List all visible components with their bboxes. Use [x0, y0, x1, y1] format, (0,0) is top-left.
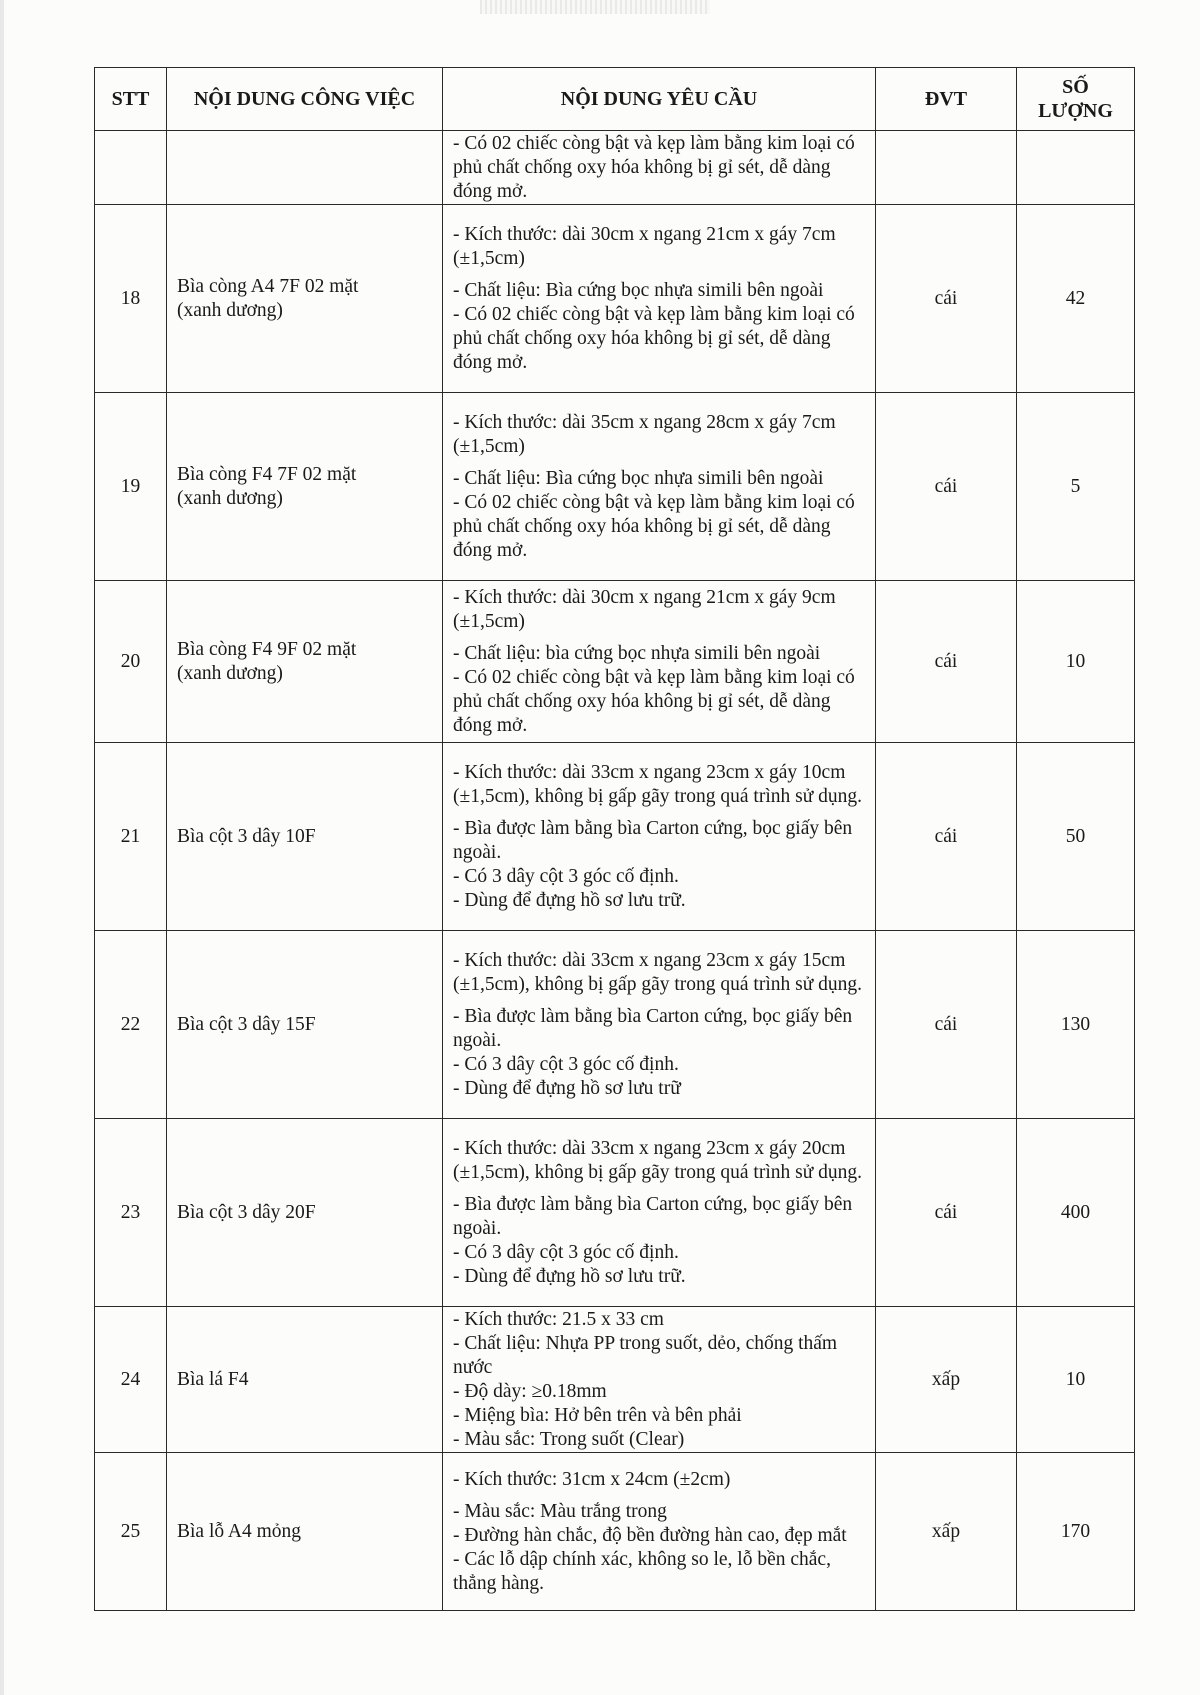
row-item-name: Bìa còng F4 9F 02 mặt (xanh dương) — [167, 581, 443, 743]
requirement-line: - Kích thước: dài 30cm x ngang 21cm x gáy 7cm (±1,5cm) — [453, 223, 836, 269]
requirement-line: - Dùng để đựng hồ sơ lưu trữ — [453, 1077, 681, 1099]
header-stt: STT — [95, 68, 167, 131]
requirement-line: - Kích thước: dài 30cm x ngang 21cm x gáy 9cm (±1,5cm) — [453, 586, 836, 632]
row-item-name: Bìa lá F4 — [167, 1307, 443, 1453]
table-row — [95, 393, 1135, 581]
requirement-line: - Có 02 chiếc còng bật và kẹp làm bằng kim loại có phủ chất chống oxy hóa không bị gỉ sét, dễ dàng đóng mở. — [453, 491, 855, 561]
requirement-line: - Dùng để đựng hồ sơ lưu trữ. — [453, 1265, 686, 1287]
requirement-line: - Màu sắc: Trong suốt (Clear) — [453, 1428, 685, 1450]
header-quantity: SỐ LƯỢNG — [1017, 68, 1135, 131]
row-stt: 24 — [95, 1307, 167, 1453]
requirement-line: - Kích thước: dài 33cm x ngang 23cm x gáy 20cm (±1,5cm), không bị gấp gãy trong quá trình sử dụng. — [453, 1137, 863, 1183]
row-unit: cái — [876, 393, 1017, 581]
row-stt: 18 — [95, 205, 167, 393]
row-quantity: 10 — [1017, 581, 1135, 743]
row-stt: 20 — [95, 581, 167, 743]
requirement-line: - Miệng bìa: Hở bên trên và bên phải — [453, 1404, 742, 1426]
requirement-line: - Chất liệu: Bìa cứng bọc nhựa simili bên ngoài — [453, 279, 824, 301]
table-row — [95, 581, 1135, 743]
requirement-line: - Bìa được làm bằng bìa Carton cứng, bọc giấy bên ngoài. — [453, 1005, 853, 1051]
requirement-line: - Dùng để đựng hồ sơ lưu trữ. — [453, 889, 686, 911]
row-unit: xấp — [876, 1453, 1017, 1611]
row-requirements — [443, 205, 876, 393]
row-unit — [876, 131, 1017, 205]
requirement-line: - Chất liệu: Nhựa PP trong suốt, dẻo, chống thấm nước — [453, 1332, 838, 1378]
table-row — [95, 1307, 1135, 1453]
row-quantity — [1017, 131, 1135, 205]
row-unit: xấp — [876, 1307, 1017, 1453]
requirement-line: - Bìa được làm bằng bìa Carton cứng, bọc giấy bên ngoài. — [453, 817, 853, 863]
header-requirements: NỘI DUNG YÊU CẦU — [443, 68, 876, 131]
table-row — [95, 743, 1135, 931]
row-requirements — [443, 131, 876, 205]
row-unit: cái — [876, 1119, 1017, 1307]
row-quantity: 400 — [1017, 1119, 1135, 1307]
row-unit: cái — [876, 205, 1017, 393]
row-requirements — [443, 393, 876, 581]
scan-edge — [0, 0, 4, 1695]
table-row — [95, 1119, 1135, 1307]
requirement-line: - Có 02 chiếc còng bật và kẹp làm bằng kim loại có phủ chất chống oxy hóa không bị gỉ sét, dễ dàng đóng mở. — [453, 132, 855, 202]
row-quantity: 130 — [1017, 931, 1135, 1119]
requirement-line: - Độ dày: ≥0.18mm — [453, 1380, 607, 1402]
requirement-line: - Kích thước: 21.5 x 33 cm — [453, 1308, 664, 1330]
row-item-name: Bìa cột 3 dây 15F — [167, 931, 443, 1119]
row-requirements — [443, 1307, 876, 1453]
requirement-line: - Kích thước: dài 33cm x ngang 23cm x gáy 10cm (±1,5cm), không bị gấp gãy trong quá trình sử dụng. — [453, 761, 863, 807]
row-quantity: 10 — [1017, 1307, 1135, 1453]
row-requirements — [443, 743, 876, 931]
row-unit: cái — [876, 581, 1017, 743]
row-stt: 19 — [95, 393, 167, 581]
table-row — [95, 1453, 1135, 1611]
requirement-line: - Đường hàn chắc, độ bền đường hàn cao, đẹp mắt — [453, 1524, 847, 1546]
requirement-line: - Các lỗ dập chính xác, không so le, lỗ bền chắc, thẳng hàng. — [453, 1548, 831, 1594]
requirement-line: - Có 02 chiếc còng bật và kẹp làm bằng kim loại có phủ chất chống oxy hóa không bị gỉ sét, dễ dàng đóng mở. — [453, 303, 855, 373]
row-requirements — [443, 931, 876, 1119]
table-row — [95, 931, 1135, 1119]
header-unit: ĐVT — [876, 68, 1017, 131]
requirement-line: - Kích thước: dài 33cm x ngang 23cm x gáy 15cm (±1,5cm), không bị gấp gãy trong quá trình sử dụng. — [453, 949, 863, 995]
row-requirements — [443, 1453, 876, 1611]
row-quantity: 42 — [1017, 205, 1135, 393]
row-stt: 25 — [95, 1453, 167, 1611]
row-stt: 21 — [95, 743, 167, 931]
requirement-line: - Kích thước: dài 35cm x ngang 28cm x gáy 7cm (±1,5cm) — [453, 411, 836, 457]
row-quantity: 5 — [1017, 393, 1135, 581]
requirement-line: - Có 3 dây cột 3 góc cố định. — [453, 1241, 679, 1263]
row-quantity: 170 — [1017, 1453, 1135, 1611]
specification-table — [94, 67, 1135, 1611]
table-row — [95, 205, 1135, 393]
requirement-line: - Có 3 dây cột 3 góc cố định. — [453, 1053, 679, 1075]
row-item-name: Bìa còng F4 7F 02 mặt (xanh dương) — [167, 393, 443, 581]
requirement-line: - Có 02 chiếc còng bật và kẹp làm bằng kim loại có phủ chất chống oxy hóa không bị gỉ sét, dễ dàng đóng mở. — [453, 666, 855, 736]
scan-artifact — [480, 0, 710, 14]
requirement-line: - Chất liệu: bìa cứng bọc nhựa simili bên ngoài — [453, 642, 821, 664]
row-item-name: Bìa lỗ A4 mỏng — [167, 1453, 443, 1611]
table-header-row — [95, 68, 1135, 131]
row-stt — [95, 131, 167, 205]
row-stt: 23 — [95, 1119, 167, 1307]
row-item-name: Bìa cột 3 dây 20F — [167, 1119, 443, 1307]
requirement-line: - Màu sắc: Màu trắng trong — [453, 1500, 667, 1522]
requirement-line: - Chất liệu: Bìa cứng bọc nhựa simili bên ngoài — [453, 467, 824, 489]
row-unit: cái — [876, 931, 1017, 1119]
row-requirements — [443, 581, 876, 743]
row-quantity: 50 — [1017, 743, 1135, 931]
row-item-name: Bìa cột 3 dây 10F — [167, 743, 443, 931]
requirement-line: - Kích thước: 31cm x 24cm (±2cm) — [453, 1468, 731, 1490]
requirement-line: - Bìa được làm bằng bìa Carton cứng, bọc giấy bên ngoài. — [453, 1193, 853, 1239]
row-unit: cái — [876, 743, 1017, 931]
row-item-name — [167, 131, 443, 205]
row-item-name: Bìa còng A4 7F 02 mặt (xanh dương) — [167, 205, 443, 393]
requirement-line: - Có 3 dây cột 3 góc cố định. — [453, 865, 679, 887]
row-stt: 22 — [95, 931, 167, 1119]
table-row-continuation — [95, 131, 1135, 205]
row-requirements — [443, 1119, 876, 1307]
header-work-content: NỘI DUNG CÔNG VIỆC — [167, 68, 443, 131]
